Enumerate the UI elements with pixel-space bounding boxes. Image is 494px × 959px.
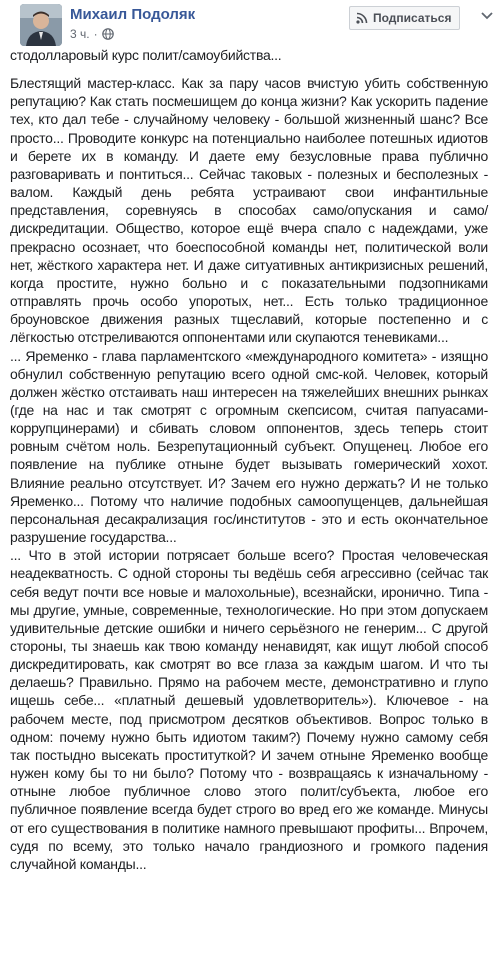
- avatar-image: [20, 4, 62, 46]
- subscribe-label: Подписаться: [373, 11, 452, 25]
- rss-icon: [356, 12, 368, 24]
- author-avatar[interactable]: [20, 4, 62, 46]
- meta-separator: ·: [93, 27, 98, 41]
- globe-icon[interactable]: [102, 28, 114, 40]
- post-timestamp[interactable]: 3 ч.: [70, 27, 90, 41]
- post-paragraph: ... Что в этой истории потрясает больше всего? Простая человеческая неадекватность. С одной стороны ты ведёшь себя агрессивно (сейчас так себя ведут почти все новые и малохольные), всезнайски, иронично. Типа - мы другие, умные, современные, технологические. Но при этом допускаем удивительные детские ошибки и ничего серьёзного не генерим... С другой стороны, ты знаешь как твою команду ненавидят, как ищут любой способ дискредитировать, как смотрят во все глаза за каждым шагом. И что ты делаешь? Правильно. Прямо на рабочем месте, демонстративно и глупо ищешь себе... «платный дешевый удовлетворитель»). Ключевое - на рабочем месте, под присмотром десятков объективов. Вопрос только в одном: почему нужно быть идиотом таким?) Почему нужно самому себя так постыдно высекать проституткой? И зачем отныне Яременко вообще нужен кому бы то ни было? Потому что - возвращаясь к изначальному - отныне любое публичное слово этого полит/субъекта, любое его публичное появление всегда будет строго во вред его же команде. Минусы от его существования в политике намного превышают профиты... Впрочем, судя по всему, это только начало грандиозного и громкого падения случайной команды...: [10, 547, 488, 872]
- chevron-down-icon[interactable]: [478, 6, 494, 24]
- post-paragraph: Блестящий мастер-класс. Как за пару часов вчистую убить собственную репутацию? Как стать посмешищем до конца жизни? Как ускорить падение тех, кто дал тебе - случайному человеку - большой жизненный шанс? Все просто... Проводите конкурс на потенциально наиболее потешных идиотов и берете их в команду. И даете ему безусловные права публично разговаривать и понтиться... Сейчас таковых - полезных и бесполезных - валом. Каждый день ребята устраивают свои инфантильные представления, соревнуясь в способах само/опускания и само/дискредитации. Общество, которое ещё вчера спало с надеждами, уже прекрасно осознает, что боеспособной команды нет, политической воли нет, жёсткого характера нет. И даже ситуативных антикризисных решений, когда простите, нужно больно и с показательными подзопниками отправлять прочь особо упоротых, нет... Есть только традиционное броуновское движения разных тщеславий, которые постепенно и с лёгкостью отстреливаются оппонентами или скупаются теневиками...: [10, 75, 488, 346]
- post-meta: [70, 27, 114, 41]
- post-paragraph-intro: стодолларовый курс полит/самоубийства...: [10, 47, 282, 63]
- author-name[interactable]: Михаил Подоляк: [70, 6, 196, 23]
- post-body: [10, 46, 488, 873]
- subscribe-button[interactable]: [349, 6, 460, 30]
- post-paragraph: ... Яременко - глава парламентского «международного комитета» - изящно обнулил собственную репутацию всего одной смс-кой. Человек, который должен жёстко отстаивать наш интересен на тяжелейших внешних рынках (где на нас и так смотрят с огромным скепсисом, считая папуасами-коррупцинерами) и сбивать словом оппонентов, здесь теперь стоит ровным счётом ноль. Безрепутационный субъект. Опущенец. Любое его появление на публике отныне будет вызывать гомерический хохот. Влияние реально отсутствует. И? Зачем его нужно держать? И не только Яременко... Потому что наличие подобных самоопущенцев, дальнейшая персональная десакрализация гос/институтов - это и есть окончательное разрушение государства...: [10, 347, 488, 546]
